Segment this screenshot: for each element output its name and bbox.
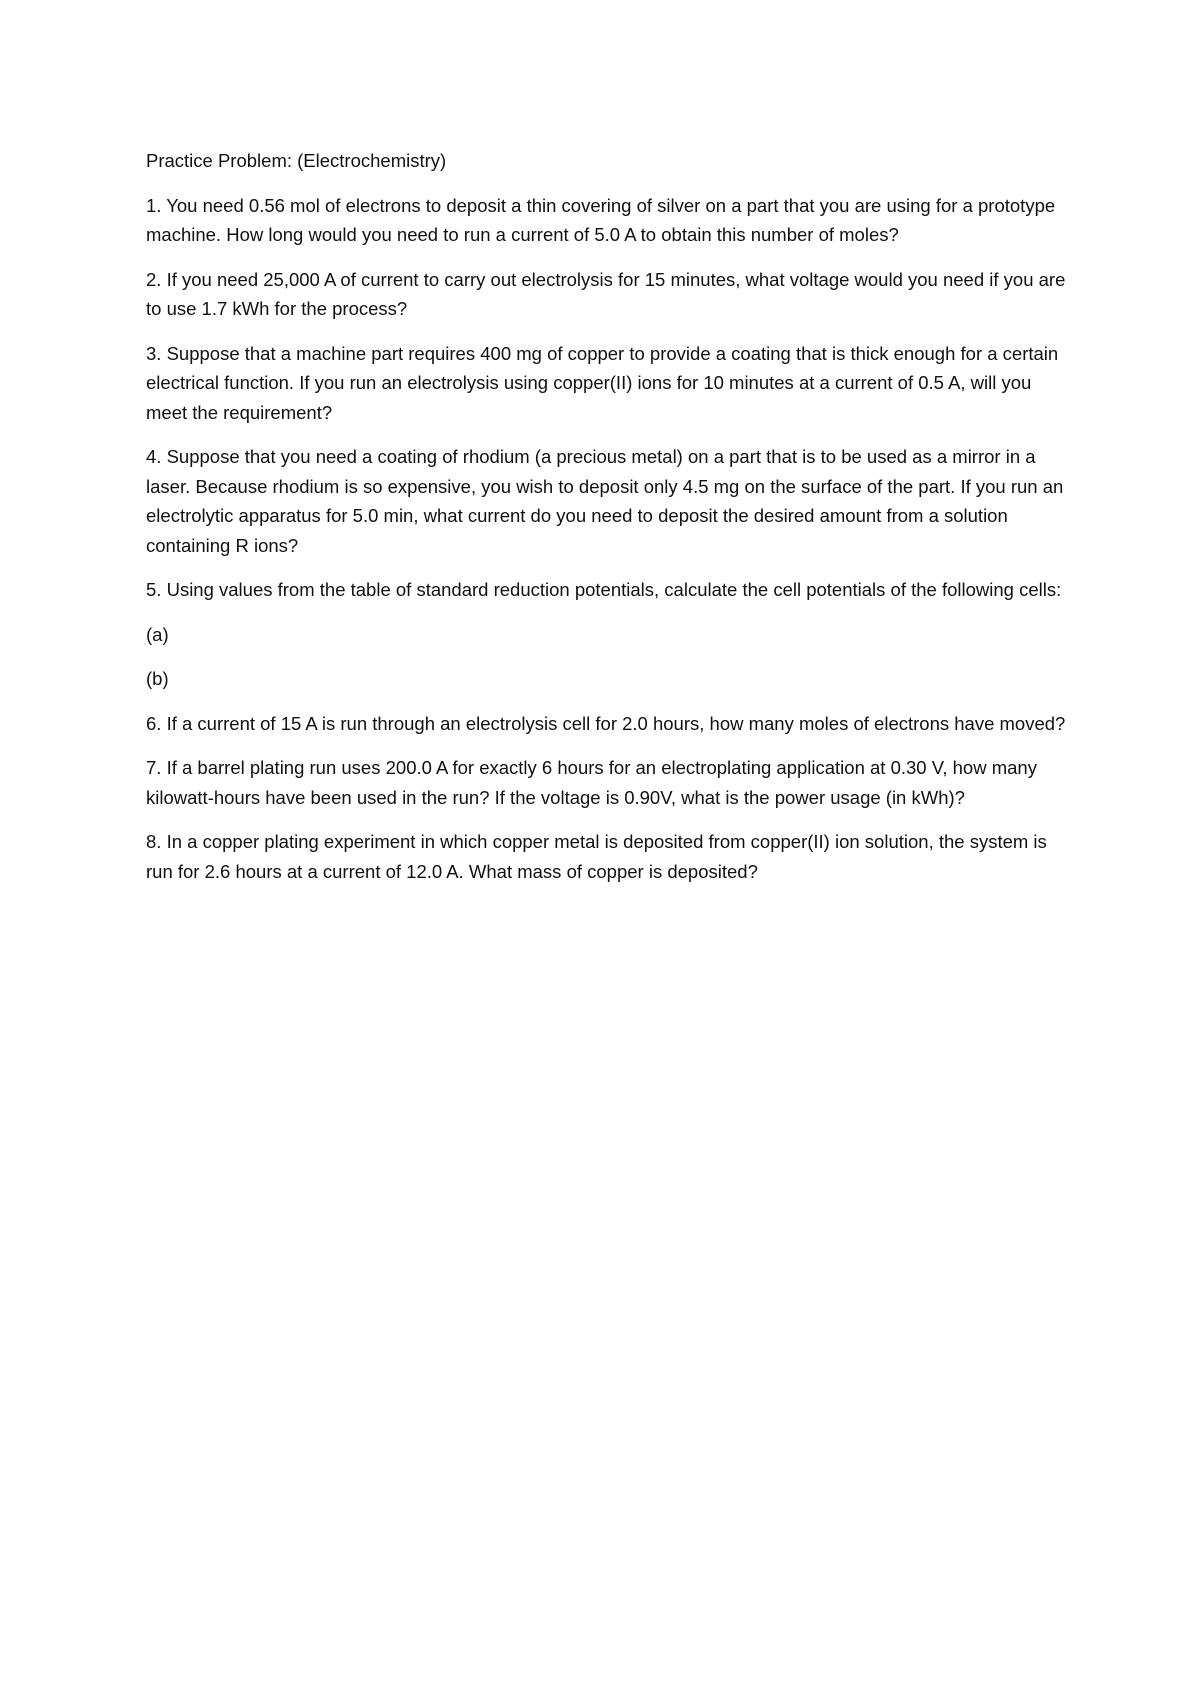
- problem-number: 3.: [146, 342, 162, 364]
- problem-text: Using values from the table of standard reduction potentials, calculate the cell potentials of the following cells:: [166, 579, 1062, 600]
- problem-3: [146, 339, 1068, 428]
- document-body: [146, 146, 1068, 901]
- problem-6: [146, 709, 1068, 739]
- problem-text: If a current of 15 A is run through an electrolysis cell for 2.0 hours, how many moles of electrons have moved?: [166, 712, 1066, 734]
- problem-number: 7.: [146, 757, 162, 778]
- subpart-a: (a): [146, 623, 169, 645]
- problem-4: [146, 442, 1068, 560]
- document-title: Practice Problem: (Electrochemistry): [146, 150, 447, 171]
- problem-number: 1.: [146, 194, 162, 216]
- problem-text: Suppose that you need a coating of rhodium (a precious metal) on a part that is to be used as a mirror in a laser. Because rhodium is so expensive, you wish to deposit only 4.5 mg on the surface of the part. If you run an electrolytic apparatus for 5.0 min, what current do you need to deposit the desired amount from a solution containing R ions?: [146, 446, 1064, 556]
- problem-text: Suppose that a machine part requires 400 mg of copper to provide a coating that is thick enough for a certain electrical function. If you run an electrolysis using copper(II) ions for 10 minutes at a current of 0.5 A, will you meet the requirement?: [146, 342, 1059, 423]
- problem-text: If you need 25,000 A of current to carry out electrolysis for 15 minutes, what voltage would you need if you are to use 1.7 kWh for the process?: [146, 268, 1066, 319]
- subpart-b: (b): [146, 668, 169, 689]
- problem-number: 5.: [146, 579, 162, 600]
- problem-text: If a barrel plating run uses 200.0 A for exactly 6 hours for an electroplating application at 0.30 V, how many kilowatt-hours have been used in the run? If the voltage is 0.90V, what is the power usage (in kWh)?: [146, 757, 1037, 808]
- problem-text: You need 0.56 mol of electrons to deposit a thin covering of silver on a part that you are using for a prototype machine. How long would you need to run a current of 5.0 A to obtain this number of moles?: [146, 194, 1056, 245]
- problem-number: 8.: [146, 831, 162, 852]
- problem-7: [146, 753, 1068, 812]
- problem-text: In a copper plating experiment in which copper metal is deposited from copper(II) ion solution, the system is run for 2.6 hours at a current of 12.0 A. What mass of copper is deposited?: [146, 831, 1047, 882]
- problem-number: 4.: [146, 446, 162, 467]
- problem-8: [146, 827, 1068, 886]
- problem-5: [146, 575, 1068, 605]
- problem-number: 6.: [146, 712, 162, 734]
- problem-1: [146, 191, 1068, 250]
- problem-number: 2.: [146, 268, 162, 290]
- problem-2: [146, 265, 1068, 324]
